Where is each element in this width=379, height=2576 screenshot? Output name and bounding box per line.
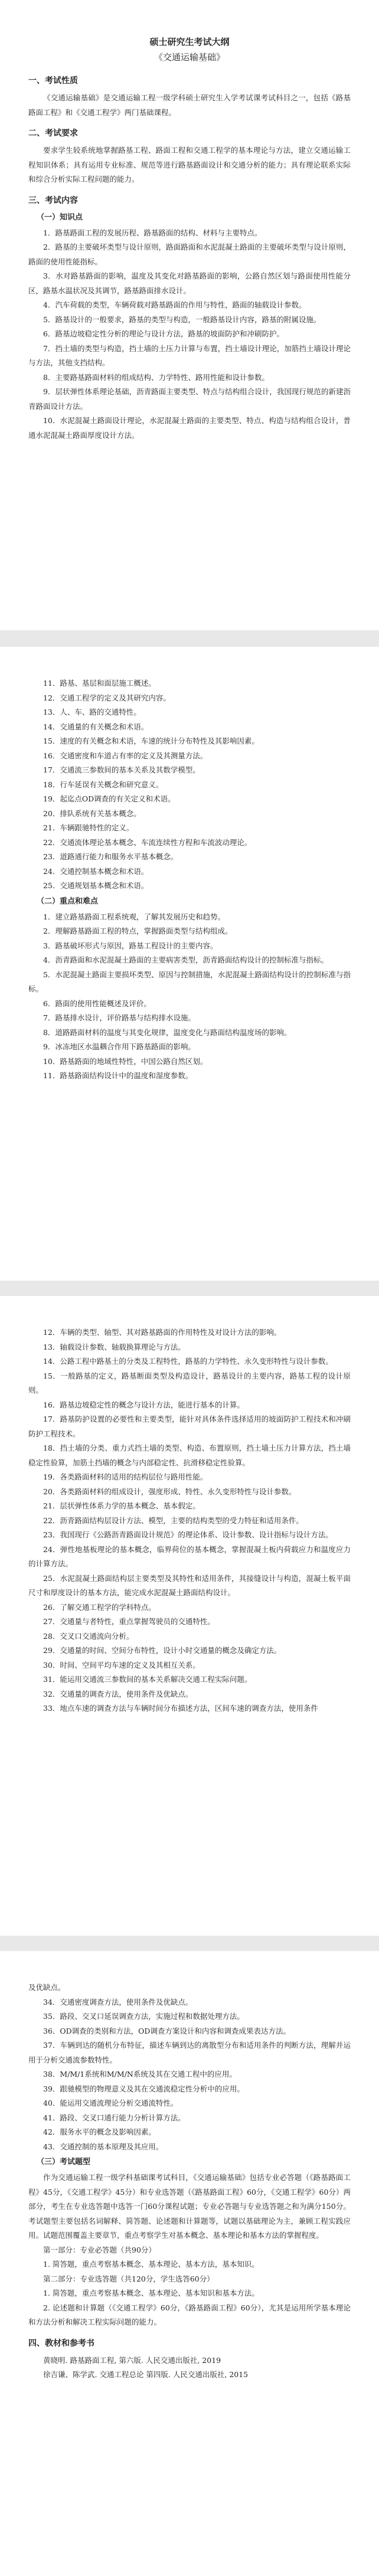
list-item: 23．道路通行能力和服务水平基本概念。	[43, 852, 178, 861]
list-item: 5．水泥混凝土路面主要损坏类型、原因与控制措施，水泥混凝土路面结构设计的控制标准与指标。	[28, 970, 351, 993]
subsection-heading: （二）重点和难点	[37, 896, 99, 906]
section-paragraph: 1. 简答题，重点考察基本概念、基本理论、基本知识和基本方法。	[43, 2289, 259, 2297]
section-paragraph: 第一部分：专业必答题（共90分）	[43, 2245, 156, 2254]
list-item: 22．沥青路面结构层设计方法、模型，主要的结构类型的受力特征和适用条件。	[43, 1516, 303, 1525]
list-item: 12．交通工程学的定义及其研究内容。	[43, 693, 171, 702]
list-item: 12．车辆的类型、轴型、其对路基路面的作用特性及对设计方法的影响。	[43, 1328, 282, 1337]
list-item: 20．排队系统有关基本概念。	[43, 809, 141, 818]
list-item: 21．车辆跟驰特性的定义。	[43, 823, 134, 832]
continued-text: 及优缺点。	[28, 1983, 66, 1992]
list-item: 8．道路路面材料的温度与其变化规律，温度变化与路面结构温度场的影响。	[43, 1027, 292, 1037]
list-item: 34．交通密度调查方法，使用条件及优缺点。	[43, 1997, 193, 2007]
section-heading: 三、考试内容	[28, 195, 78, 205]
list-item: 6．路基边坡稳定性分析的理论与设计方法，路基的坡面防护和冲刷防护。	[43, 329, 284, 338]
list-item: 11．路基、基层和面层施工概述。	[43, 679, 156, 688]
subsection-heading: （一）知识点	[37, 212, 83, 222]
list-item: 17．交通流三参数间的基本关系及其数学模型。	[43, 765, 200, 774]
list-item: 18．行车延误有关概念和研究意义。	[43, 780, 164, 789]
list-item: 24．弹性地基板理论的基本概念，临界荷位的基本概念，掌握混凝土板内荷载应力和温度应力的计算方法。	[28, 1544, 351, 1568]
list-item: 3．水对路基路面的影响，温度及其变化对路基路面的影响，公路自然区划与路面使用性能分区，路基水温状况及其调节，路基路面排水设计。	[28, 271, 351, 295]
section-heading: 四、教材和参考书	[28, 2338, 94, 2348]
list-item: 25．交通规划基本概念和术语。	[43, 881, 149, 890]
page-2	[0, 647, 379, 1281]
list-item: 3．路基破坏形式与原因，路基工程设计的主要内容。	[43, 941, 218, 950]
section-paragraph: 作为交通运输工程一级学科基础课考试科目，《交通运输基础》包括专业必答题（《路基路面工程》45分，《交通工程学》45分）和专业选答题（《路基路面工程》60分，《交通工程学》60分）两部分，考生在专业选答题中选答一门60分课程试题；专业必答题与专业选答题之和为满分150分。考试题型主要包括名词解释、简答题、论述题和计算题等，试题以基础理论为主，兼顾工程实践应用。试题范围覆盖主要章节，重点考察学生对基本概念、基本理论和基本方法的掌握程度。	[28, 2173, 351, 2240]
list-item: 24．交通控制基本概念和术语。	[43, 866, 149, 876]
page-1	[0, 0, 379, 630]
list-item: 32．交通量的调查方法，使用条件及优缺点。	[43, 1689, 193, 1698]
section-heading: 二、考试要求	[28, 129, 78, 138]
list-item: 16．交通密度和车道占有率的定义及其测量方法。	[43, 751, 208, 760]
reference-item: 徐吉谦、陈学武. 交通工程总论 第四版. 人民交通出版社, 2015	[43, 2370, 249, 2379]
list-item: 7．挡土墙的类型与构造，挡土墙的土压力计算与布置，挡土墙设计理论，加筋挡土墙设计理论与方法，其他支挡结构。	[28, 343, 351, 367]
list-item: 10．路基路面的地域性特性，中国公路自然区划。	[43, 1056, 208, 1066]
subsection-heading: （三）考试题型	[37, 2158, 91, 2166]
list-item: 22．交通流体理论基本概念、车流连续性方程和车流波动理论。	[43, 837, 252, 847]
list-item: 35．路段、交叉口延误调查方法，实施过程和数据处理方法。	[43, 2012, 244, 2021]
list-item: 11．路基路面结构设计中的温度和湿度参数。	[43, 1071, 193, 1080]
list-item: 23．我国现行《公路沥青路面设计规范》的理论体系、设计参数、设计指标与设计方法。	[43, 1530, 333, 1539]
list-item: 8．主要路基路面材料的组成结构、力学特性、路用性能和设计参数。	[43, 372, 269, 382]
list-item: 18．挡土墙的分类、重力式挡土墙的类型、构造、布置原则，挡土墙土压力计算方法，挡土墙稳定性验算，加筋土挡墙的概念与内部稳定性、抗滑移稳定性验算。	[28, 1444, 351, 1467]
list-item: 14．公路工程中路基土的分类及工程特性，路基的力学特性、永久变形特性与设计参数。	[43, 1357, 333, 1366]
list-item: 2．路基的主要破坏类型与设计原则，路面路面和水泥混凝土路面的主要破坏类型与设计原则，路面的使用性能指标。	[28, 243, 351, 266]
list-item: 7．路基排水设计，评价路基与结构排水设施。	[43, 1013, 195, 1022]
list-item: 41．路段、交叉口通行能力分析计算方法。	[43, 2113, 185, 2122]
list-item: 19．各类路面材料的适用的结构层位与路用性能。	[43, 1472, 208, 1481]
list-item: 2．理解路基路面工程的特点，掌握路面类型与结构组成。	[43, 927, 233, 935]
list-item: 15．速度的有关概念和术语，车速的统计分布特性及其影响因素。	[43, 737, 259, 745]
list-item: 38．M/M/1系统和M/M/N系统及其在交通工程中的应用。	[43, 2070, 237, 2079]
list-item: 43．交通控制的基本原理及其应用。	[43, 2142, 164, 2151]
list-item: 36．OD调查的类别和方法，OD调查方案设计和内容和调查成果表达方法。	[43, 2026, 290, 2035]
section-paragraph: 2. 论述题和计算题（《交通工程学》60分，《路基路面工程》60分），尤其是运用所学基本理论和方法分析和解决工程实际问题的能力。	[28, 2303, 351, 2326]
list-item: 26．了解交通工程学的学科特点。	[43, 1602, 156, 1612]
list-item: 9．层状弹性体系理论基础，沥青路面主要类型、特点与结构组合设计，我国现行规范的新建沥青路面设计方法。	[28, 387, 351, 411]
list-item: 29．交通量的时间、空间分布特性，设计小时交通量的概念及确定方法。	[43, 1646, 282, 1655]
list-item: 25．水泥混凝土路面结构层主要类型及其特性和适用条件，其接缝设计与构造，混凝土板平面尺寸和厚度设计的基本方法，能完成水泥混凝土路面结构设计。	[28, 1573, 351, 1597]
list-item: 13．人、车、路的交通特性。	[43, 708, 141, 716]
list-item: 30．时间、空间平均车速的定义及其相互关系。	[43, 1660, 200, 1670]
list-item: 1．建立路基路面工程系统观，了解其发展历史和趋势。	[43, 912, 225, 921]
page-3	[0, 1296, 379, 1936]
list-item: 4．汽车荷载的类型，车辆荷载对路基路面的作用与特性，路面的轴载设计参数。	[43, 300, 306, 309]
list-item: 10．水泥混凝土路面设计理论，水泥混凝土路面的主要类型、特点、构造与结构组合设计，普通水泥混凝土路面厚度设计方法。	[28, 416, 351, 440]
list-item: 16．路基边坡稳定性的概念与设计方法，能进行基本的计算。	[43, 1400, 244, 1409]
list-item: 13．轴载设计参数、轴载换算理论与方法。	[43, 1342, 185, 1351]
list-item: 27．交通量与者特性，重点掌握驾驶员的交通特性。	[43, 1617, 215, 1626]
list-item: 28．交叉口交通流向分析。	[43, 1631, 134, 1641]
list-item: 42．服务水平的概念及影响因素。	[43, 2127, 156, 2136]
list-item: 9．冰冻地区水温耦合作用下路基路面的影响。	[43, 1042, 195, 1051]
list-item: 14．交通量的有关概念和术语。	[43, 722, 149, 731]
section-paragraph: 要求学生较系统地掌握路基工程、路面工程和交通工程学的基本理论与方法，建立交通运输工程知识体系；具有运用专业标准、规范等进行路基路面设计和交通分析的能力；具有理论联系实际和综合分析实际工程问题的能力。	[28, 146, 351, 184]
document-subtitle: 《交通运输基础》	[153, 52, 225, 63]
list-item: 40．能运用交通流理论分析交通流特性。	[43, 2099, 178, 2107]
section-heading: 一、考试性质	[28, 76, 78, 86]
section-paragraph: 1. 简答题，重点考察基本概念、基本理论、基本方法，基本知识。	[43, 2260, 259, 2269]
list-item: 33．地点车速的调查方法与车辆时间分布描述方法，区间车速的调查方法，使用条件	[43, 1704, 318, 1713]
list-item: 5．路基设计的一般要求，路基的类型与构造，一般路基设计内容，路基的附属设施。	[43, 315, 321, 324]
list-item: 4．沥青路面和水泥混凝土路面的主要病害类型，沥青路面结构设计的控制标准与指标。	[43, 955, 328, 964]
list-item: 19．起迄点OD调查的有关定义和术语。	[43, 794, 175, 803]
list-item: 1．路基路面工程的发展历程、路基路面的结构、材料与主要特点。	[43, 228, 262, 237]
page-4	[0, 1951, 379, 2576]
section-paragraph: 第二部分：专业选答题（共120分，学生选答60分）	[43, 2274, 214, 2283]
list-item: 39．跟驰模型的物理意义及其在交通流稳定性分析中的应用。	[43, 2084, 244, 2093]
document-title: 硕士研究生考试大纲	[149, 37, 230, 47]
reference-item: 黄晓明. 路基路面工程, 第六版. 人民交通出版社, 2019	[43, 2355, 221, 2365]
list-item: 21．层状弹性体系力学的基本概念、基本假定。	[43, 1501, 200, 1510]
list-item: 31．能运用交通流三参数间的基本关系解决交通工程实际问题。	[43, 1675, 252, 1684]
list-item: 37．车辆到达的随机分布特征，描述车辆到达的离散型分布和适用条件的判断方法，理解并运用于分析交通流参数特性。	[28, 2041, 351, 2064]
section-paragraph: 《交通运输基础》是交通运输工程一级学科硕士研究生入学考试课考试科目之一，包括《路基路面工程》和《交通工程学》两门基础课程。	[28, 93, 351, 117]
list-item: 20．各类路面材料的组成设计，强度形成、特性、永久变形特性与设计参数。	[43, 1487, 296, 1496]
list-item: 15．一般路基的定义，路基断面类型及构造设计，路基设计的主要内容，路基工程的设计原则。	[28, 1371, 351, 1395]
list-item: 6．路面的使用性能概述及评价。	[43, 999, 151, 1008]
list-item: 17．路基防护设置的必要性和主要类型，能针对具体条件选择适用的坡面防护工程技术和冲刷防护工程技术。	[28, 1415, 351, 1438]
